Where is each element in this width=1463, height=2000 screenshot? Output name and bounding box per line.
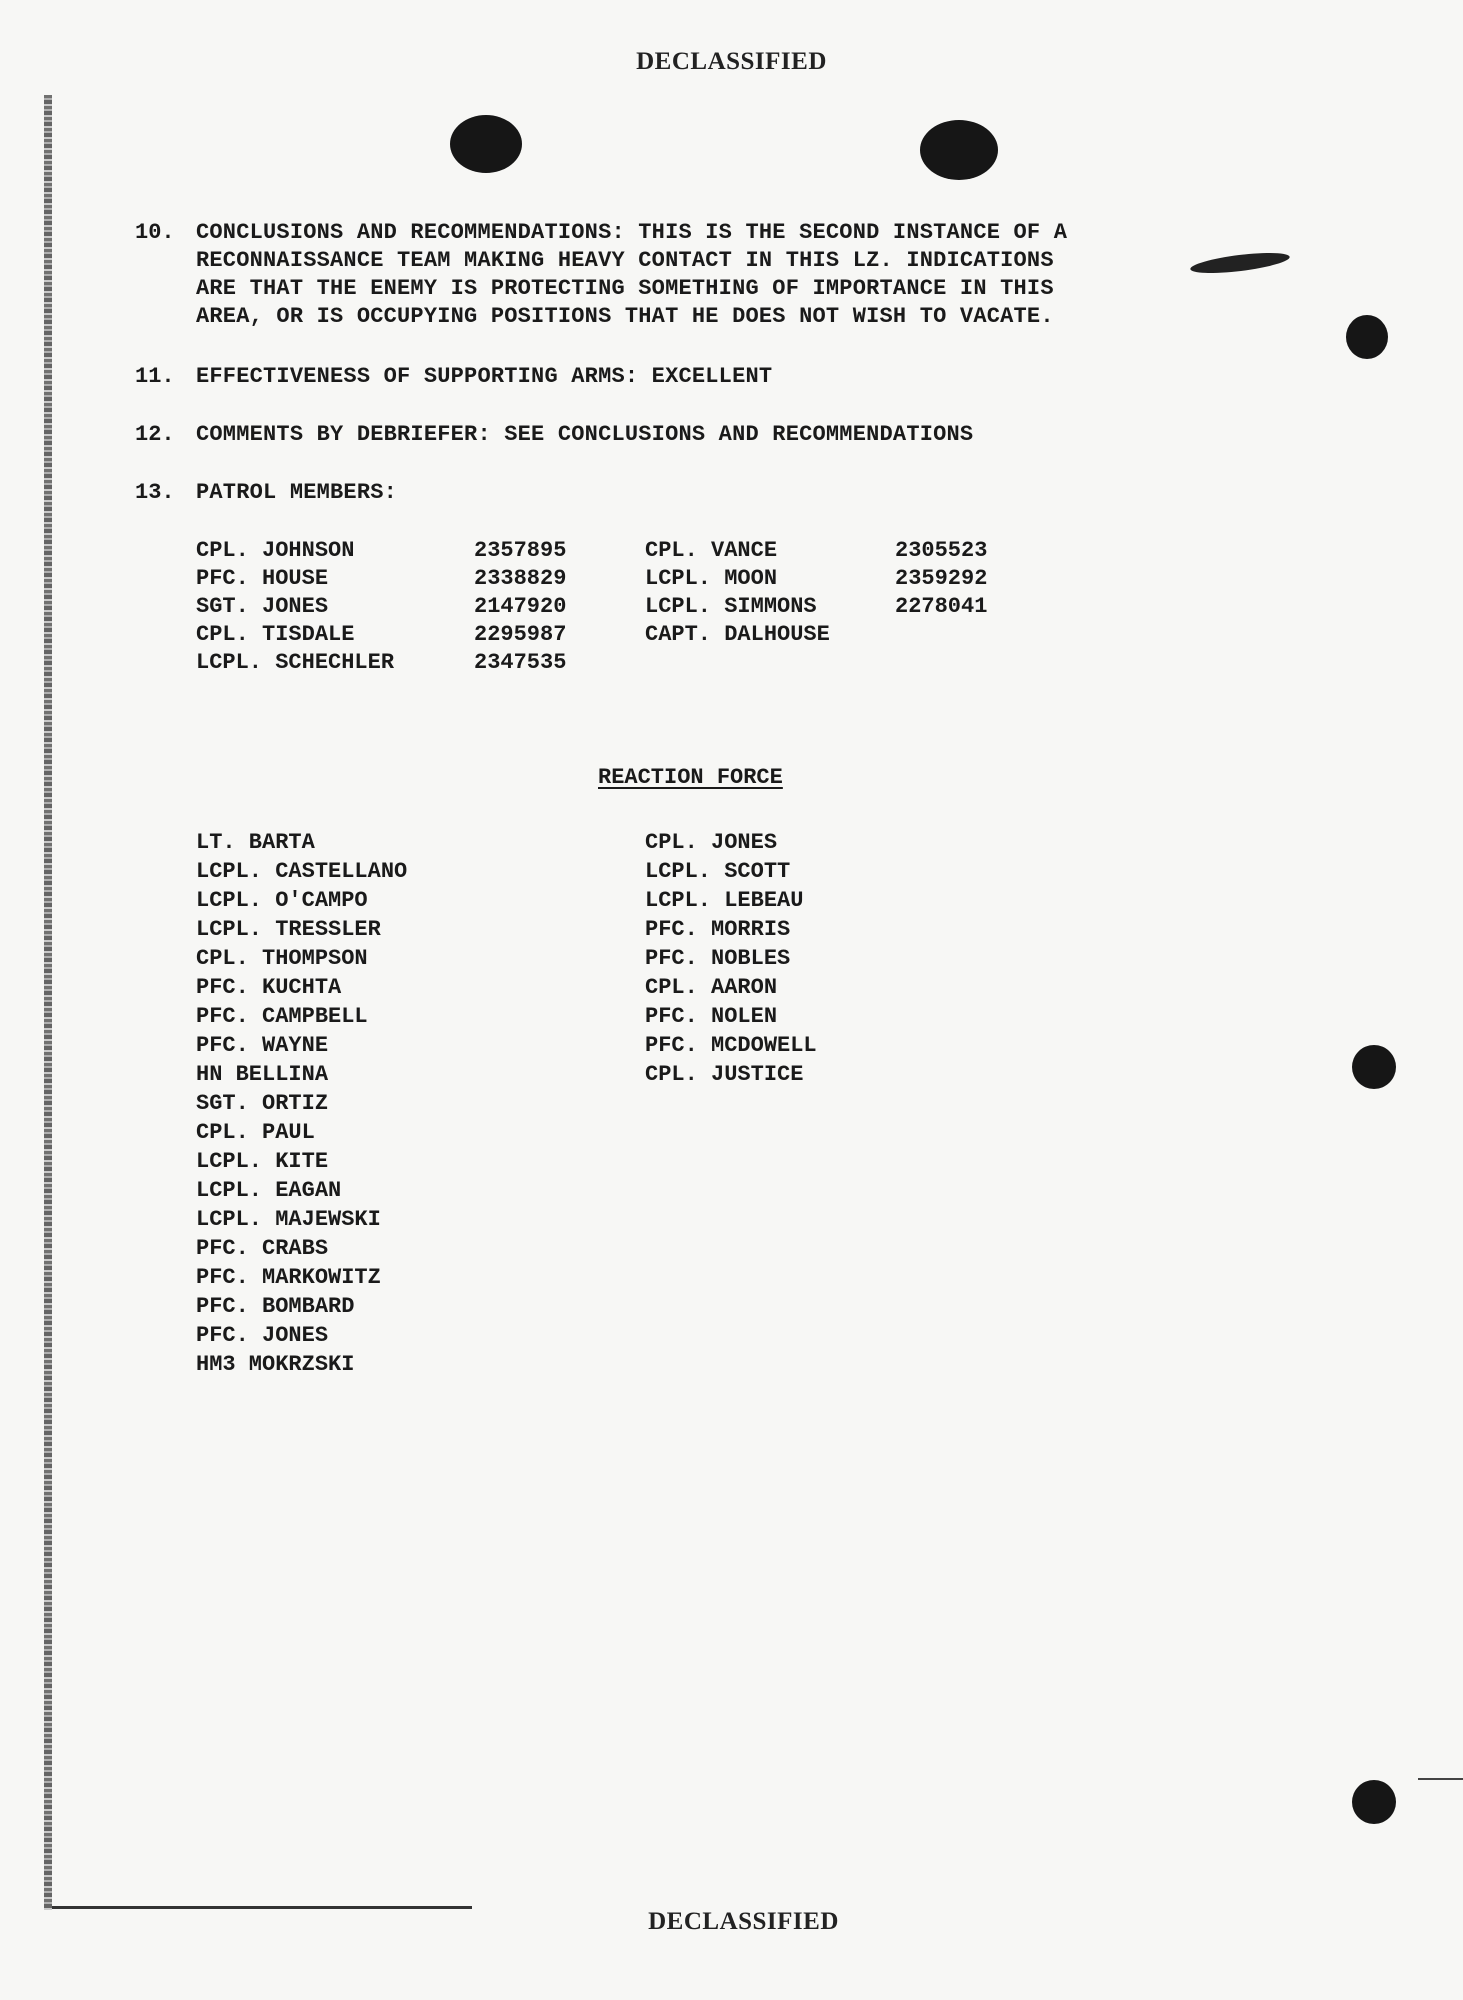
patrol-member-number: 2147920	[474, 594, 567, 619]
list-item: PFC. JONES	[196, 1323, 329, 1348]
item-11-number: 11.	[135, 364, 175, 389]
list-item: PFC. KUCHTA	[196, 975, 342, 1000]
list-item: PFC. NOBLES	[645, 946, 791, 971]
list-item: CPL. JUSTICE	[645, 1062, 804, 1087]
list-item: PFC. CRABS	[196, 1236, 329, 1261]
patrol-member-number: 2295987	[474, 622, 567, 647]
patrol-member-name: PFC. HOUSE	[196, 566, 329, 591]
patrol-member-number: 2359292	[895, 566, 988, 591]
patrol-member-number: 2305523	[895, 538, 988, 563]
declassified-stamp-top: DECLASSIFIED	[636, 48, 827, 75]
item-11-text: EFFECTIVENESS OF SUPPORTING ARMS: EXCELLENT	[196, 364, 773, 389]
punch-hole-right-2	[1352, 1045, 1396, 1089]
list-item: PFC. NOLEN	[645, 1004, 778, 1029]
list-item: LCPL. SCOTT	[645, 859, 791, 884]
list-item: PFC. WAYNE	[196, 1033, 329, 1058]
item-10-line-4: AREA, OR IS OCCUPYING POSITIONS THAT HE DOES NOT WISH TO VACATE.	[196, 304, 1054, 329]
patrol-member-name: CPL. VANCE	[645, 538, 778, 563]
item-10-line-2: RECONNAISSANCE TEAM MAKING HEAVY CONTACT IN THIS LZ. INDICATIONS	[196, 248, 1054, 273]
list-item: PFC. MORRIS	[645, 917, 791, 942]
declassified-stamp-bottom: DECLASSIFIED	[648, 1908, 839, 1935]
punch-hole-right-1	[1346, 315, 1388, 359]
list-item: LCPL. O'CAMPO	[196, 888, 368, 913]
item-10-line-3: ARE THAT THE ENEMY IS PROTECTING SOMETHING OF IMPORTANCE IN THIS	[196, 276, 1054, 301]
item-13-text: PATROL MEMBERS:	[196, 480, 398, 505]
list-item: HM3 MOKRZSKI	[196, 1352, 355, 1377]
patrol-member-name: CPL. JOHNSON	[196, 538, 355, 563]
list-item: CPL. PAUL	[196, 1120, 315, 1145]
patrol-member-name: CAPT. DALHOUSE	[645, 622, 830, 647]
item-13-number: 13.	[135, 480, 175, 505]
list-item: LT. BARTA	[196, 830, 315, 855]
patrol-member-name: SGT. JONES	[196, 594, 329, 619]
list-item: CPL. AARON	[645, 975, 778, 1000]
reaction-force-title: REACTION FORCE	[598, 765, 783, 790]
list-item: PFC. MARKOWITZ	[196, 1265, 381, 1290]
list-item: CPL. JONES	[645, 830, 778, 855]
scan-right-mark	[1418, 1778, 1463, 1780]
item-12-text: COMMENTS BY DEBRIEFER: SEE CONCLUSIONS AND RECOMMENDATIONS	[196, 422, 974, 447]
patrol-member-name: LCPL. SCHECHLER	[196, 650, 395, 675]
patrol-member-number: 2347535	[474, 650, 567, 675]
punch-hole-top-left	[450, 115, 522, 173]
list-item: CPL. THOMPSON	[196, 946, 368, 971]
list-item: SGT. ORTIZ	[196, 1091, 329, 1116]
punch-hole-right-3	[1352, 1780, 1396, 1824]
patrol-member-name: LCPL. MOON	[645, 566, 778, 591]
list-item: PFC. CAMPBELL	[196, 1004, 368, 1029]
list-item: PFC. MCDOWELL	[645, 1033, 817, 1058]
list-item: LCPL. MAJEWSKI	[196, 1207, 381, 1232]
patrol-member-number: 2338829	[474, 566, 567, 591]
list-item: LCPL. CASTELLANO	[196, 859, 408, 884]
item-10-line-1: CONCLUSIONS AND RECOMMENDATIONS: THIS IS THE SECOND INSTANCE OF A	[196, 220, 1068, 245]
list-item: LCPL. LEBEAU	[645, 888, 804, 913]
punch-hole-top-right	[920, 120, 998, 180]
patrol-member-number: 2278041	[895, 594, 988, 619]
list-item: PFC. BOMBARD	[196, 1294, 355, 1319]
ink-smear	[1189, 249, 1290, 277]
patrol-member-number: 2357895	[474, 538, 567, 563]
item-12-number: 12.	[135, 422, 175, 447]
list-item: HN BELLINA	[196, 1062, 329, 1087]
item-10-number: 10.	[135, 220, 175, 245]
list-item: LCPL. EAGAN	[196, 1178, 342, 1203]
list-item: LCPL. TRESSLER	[196, 917, 381, 942]
patrol-member-name: LCPL. SIMMONS	[645, 594, 817, 619]
list-item: LCPL. KITE	[196, 1149, 329, 1174]
patrol-member-name: CPL. TISDALE	[196, 622, 355, 647]
scan-left-edge	[44, 95, 52, 1910]
